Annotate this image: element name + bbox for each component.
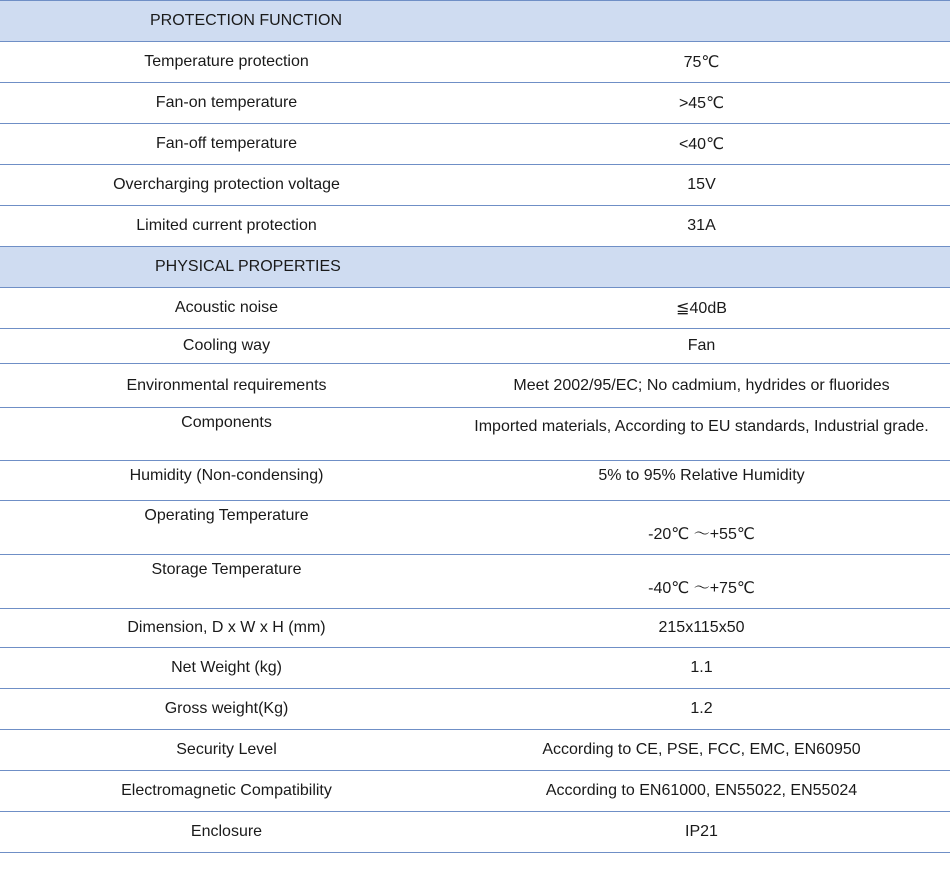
spec-value: IP21: [453, 812, 950, 853]
spec-label: Components: [0, 408, 453, 461]
spec-value: 15V: [453, 165, 950, 206]
spec-label: Fan-off temperature: [0, 124, 453, 165]
spec-value: According to EN61000, EN55022, EN55024: [453, 771, 950, 812]
table-row: [0, 555, 950, 609]
spec-value: According to CE, PSE, FCC, EMC, EN60950: [453, 730, 950, 771]
spec-value: Imported materials, According to EU standards, Industrial grade.: [453, 408, 950, 461]
table-row: [0, 689, 950, 730]
spec-label: Security Level: [0, 730, 453, 771]
spec-label: Electromagnetic Compatibility: [0, 771, 453, 812]
table-row: [0, 124, 950, 165]
spec-label: Storage Temperature: [0, 555, 453, 609]
table-row: [0, 648, 950, 689]
table-row: [0, 83, 950, 124]
spec-value: ≦40dB: [453, 288, 950, 329]
spec-value: -40℃ ～+75℃: [453, 555, 950, 609]
spec-label: Dimension, D x W x H (mm): [0, 609, 453, 648]
table-row: [0, 461, 950, 501]
section-header-protection: [0, 1, 950, 42]
spec-value: 1.2: [453, 689, 950, 730]
table-row: [0, 329, 950, 364]
table-row: [0, 501, 950, 555]
spec-label: Temperature protection: [0, 42, 453, 83]
spec-value: Meet 2002/95/EC; No cadmium, hydrides or fluorides: [453, 364, 950, 408]
spec-value: 75℃: [453, 42, 950, 83]
table-row: [0, 165, 950, 206]
table-row: [0, 609, 950, 648]
spec-value: >45℃: [453, 83, 950, 124]
spec-label: Overcharging protection voltage: [0, 165, 453, 206]
table-row: [0, 206, 950, 247]
spec-value: 215x115x50: [453, 609, 950, 648]
section-title: PROTECTION FUNCTION: [0, 1, 453, 42]
spec-label: Gross weight(Kg): [0, 689, 453, 730]
spec-value: <40℃: [453, 124, 950, 165]
section-header-blank: [453, 247, 950, 288]
table-row: [0, 730, 950, 771]
table-row: [0, 42, 950, 83]
spec-label: Fan-on temperature: [0, 83, 453, 124]
table-row: [0, 408, 950, 461]
table-row: [0, 288, 950, 329]
section-header-physical: [0, 247, 950, 288]
spec-value: 31A: [453, 206, 950, 247]
spec-label: Net Weight (kg): [0, 648, 453, 689]
spec-label: Environmental requirements: [0, 364, 453, 408]
spec-label: Acoustic noise: [0, 288, 453, 329]
spec-label: Humidity (Non-condensing): [0, 461, 453, 501]
section-header-blank: [453, 1, 950, 42]
section-title: PHYSICAL PROPERTIES: [0, 247, 453, 288]
spec-value: -20℃ ～+55℃: [453, 501, 950, 555]
spec-label: Limited current protection: [0, 206, 453, 247]
table-row: [0, 812, 950, 853]
spec-value: 1.1: [453, 648, 950, 689]
table-row: [0, 771, 950, 812]
spec-value: 5% to 95% Relative Humidity: [453, 461, 950, 501]
spec-label: Cooling way: [0, 329, 453, 364]
spec-value: Fan: [453, 329, 950, 364]
table-row: [0, 364, 950, 408]
spec-label: Operating Temperature: [0, 501, 453, 555]
spec-label: Enclosure: [0, 812, 453, 853]
